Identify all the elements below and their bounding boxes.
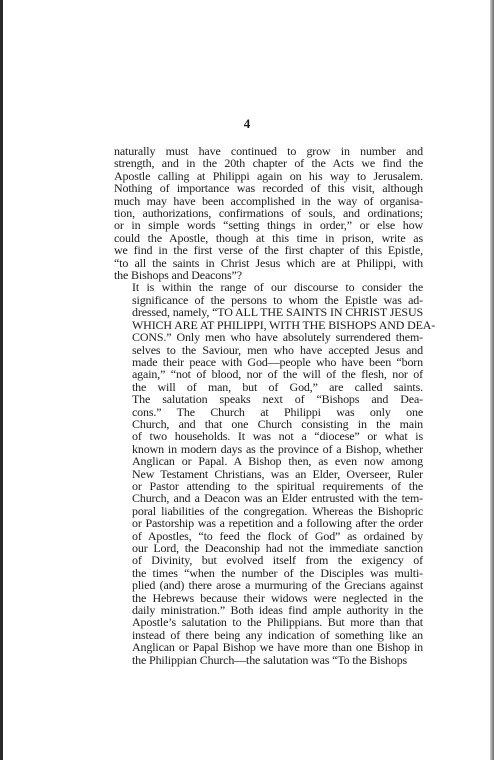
- text-line: the Bishops and Deacons”?: [114, 268, 242, 283]
- text-line: Apostle calling at Philippi again on his way to Jerusalem.: [114, 168, 423, 183]
- text-line: again,” “not of blood, nor of the will of the flesh, nor of: [132, 367, 423, 382]
- text-line: poral liabilities of the congregation. Whereas the Bishopric: [132, 503, 423, 518]
- text-line: known in modern days as the province of a Bishop, whether: [132, 441, 423, 456]
- text-line: our Lord, the Deaconship had not the immediate sanction: [132, 541, 423, 555]
- text-line: made their peace with God—people who have been “born: [132, 354, 423, 369]
- scan-edge-right: [490, 0, 494, 760]
- text-line: Anglican or Papal Bishop we have more than one Bishop in: [132, 640, 423, 655]
- text-line: or Pastorship was a repetition and a following after the order: [132, 516, 423, 531]
- page-number: 4: [243, 116, 251, 131]
- text-line: Church, and a Deacon was an Elder entrusted with the tem-: [132, 491, 423, 506]
- text-line: of Divinity, but evolved itself from the exigency of: [132, 553, 423, 568]
- text-line: plied (and) there arose a murmuring of the Grecians against: [132, 578, 423, 593]
- text-line: WHICH ARE AT PHILIPPI, WITH THE BISHOPS AND DEA-: [132, 317, 436, 332]
- text-line: tion, authorizations, confirmations of souls, and ordinations;: [114, 206, 423, 221]
- text-line: daily ministration.” Both ideas find ample authority in the: [132, 603, 423, 618]
- text-line: It is within the range of our discourse to consider the: [132, 280, 423, 295]
- text-line: or in simple words “setting things in order,” or else how: [114, 218, 423, 233]
- text-line: the Hebrews because their widows were neglected in the: [132, 590, 423, 605]
- text-line: CONS.” Only men who have absolutely surrendered them-: [132, 330, 423, 345]
- scan-edge-left: [0, 0, 3, 760]
- text-line: “to all the saints in Christ Jesus which are at Philippi, with: [114, 255, 423, 270]
- paragraph: [114, 145, 423, 281]
- page-body-text: [114, 144, 436, 667]
- text-line: we find in the first verse of the first chapter of this Epistle,: [114, 243, 423, 258]
- text-line: dressed, namely, “TO ALL THE SAINTS IN CHRIST JESUS: [132, 305, 423, 320]
- text-line: selves to the Saviour, men who have accepted Jesus and: [132, 342, 423, 357]
- text-line: naturally must have continued to grow in number and: [114, 144, 423, 158]
- paragraph: [114, 280, 436, 667]
- text-line: Apostle’s salutation to the Philippians. But more than that: [132, 615, 423, 630]
- text-line: could the Apostle, though at this time in prison, write as: [114, 230, 423, 245]
- text-line: the times “when the number of the Disciples was multi-: [132, 565, 423, 580]
- text-line: much may have been accomplished in the way of organisa-: [114, 193, 423, 208]
- text-line: New Testament Christians, was an Elder, Overseer, Ruler: [132, 466, 423, 481]
- text-line: strength, and in the 20th chapter of the Acts we find the: [114, 156, 423, 171]
- text-line: or Pastor attending to the spiritual requirements of the: [132, 478, 423, 493]
- text-line: instead of there being any indication of something like an: [132, 627, 423, 642]
- text-line: of two households. It was not a “diocese” or what is: [132, 429, 423, 444]
- text-line: the Philippian Church—the salutation was “To the Bishops: [132, 652, 408, 667]
- text-line: cons.” The Church at Philippi was only one: [132, 404, 423, 419]
- text-line: the will of man, but of God,” are called saints.: [132, 379, 423, 394]
- text-line: significance of the persons to whom the Epistle was ad-: [132, 292, 423, 307]
- text-line: of Apostles, “to feed the flock of God” as ordained by: [132, 528, 423, 543]
- text-line: Anglican or Papal. A Bishop then, as even now among: [132, 454, 423, 469]
- text-line: Church, and that one Church consisting in the main: [132, 416, 423, 431]
- text-line: The salutation speaks next of “Bishops and Dea-: [132, 392, 423, 407]
- text-line: Nothing of importance was recorded of this visit, although: [114, 181, 423, 196]
